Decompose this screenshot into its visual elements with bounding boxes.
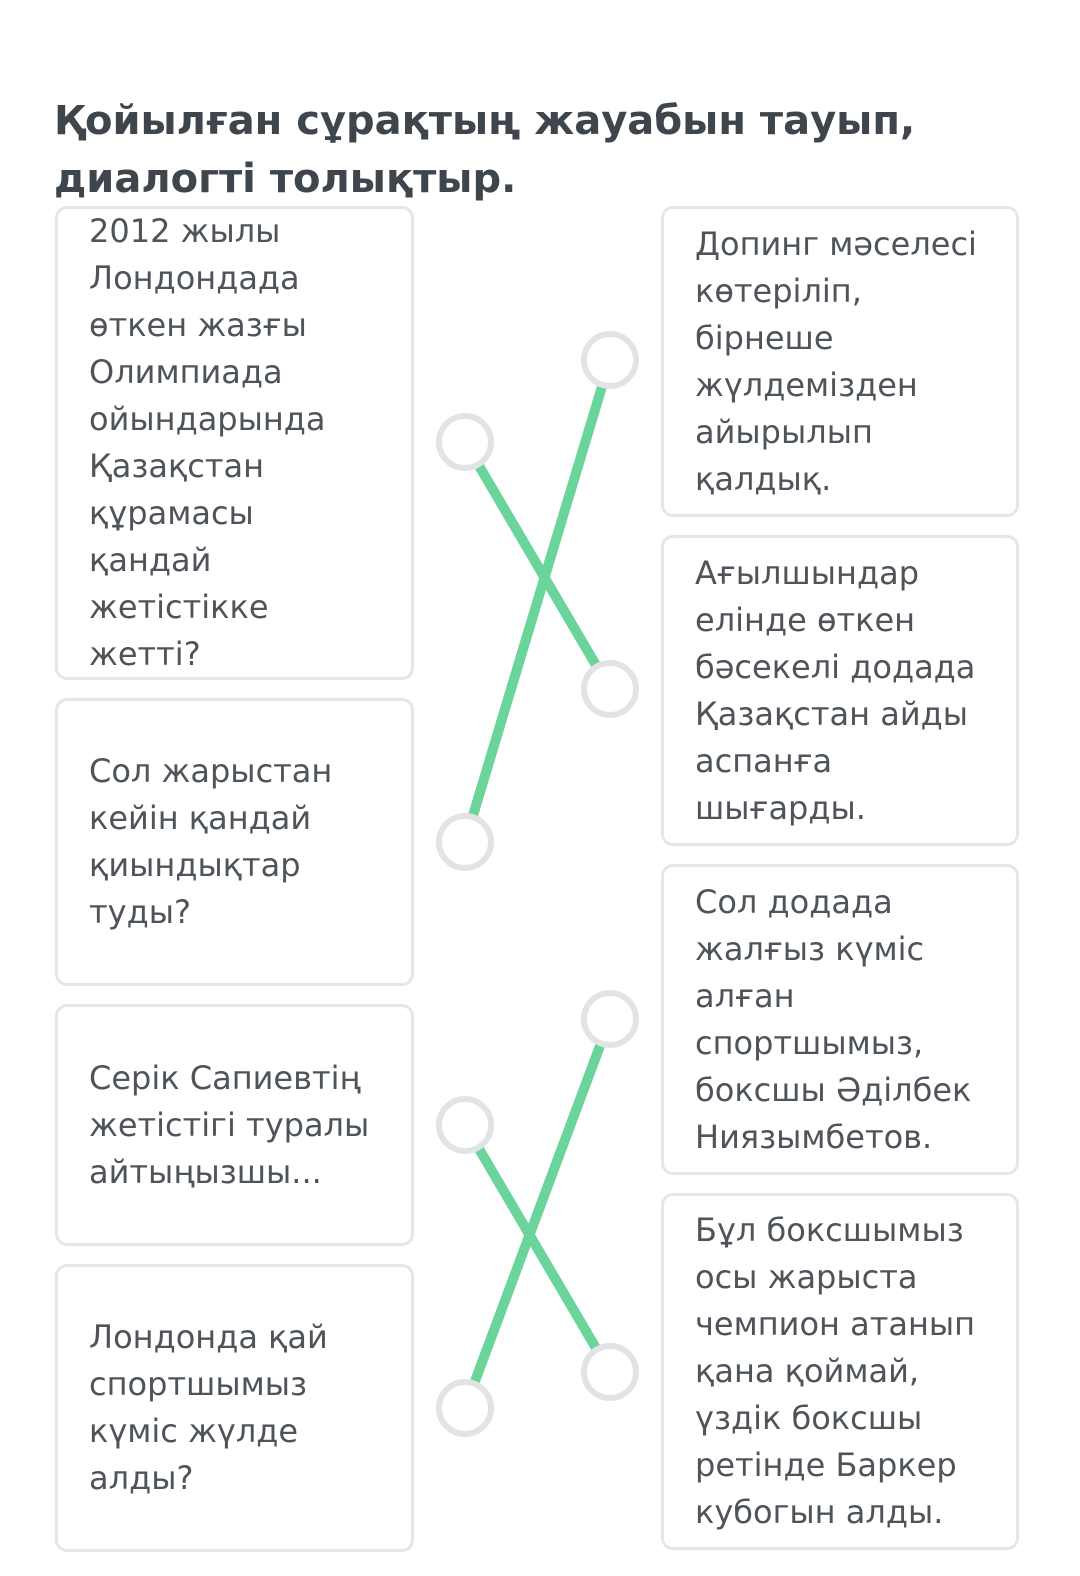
answer-card-1[interactable] (661, 206, 1019, 517)
question-card-1[interactable] (55, 206, 414, 680)
answer-connector-3[interactable] (581, 990, 639, 1048)
question-card-4[interactable] (55, 1264, 414, 1552)
match-line (465, 1125, 610, 1372)
answer-text: Бұл боксшымыз осы жарыста чемпион атанып қана қоймай, үздік боксшы ретінде Баркер кубогын алды. (695, 1211, 976, 1531)
question-card-3[interactable] (55, 1004, 414, 1246)
answer-text: Сол додада жалғыз күміс алған спортшымыз, боксшы Әділбек Ниязымбетов. (695, 882, 972, 1156)
question-text: 2012 жылы Лондондада өткен жазғы Олимпиада ойындарында Қазақстан құрамасы қандай жетістікке жетті? (89, 212, 326, 673)
answer-connector-1[interactable] (581, 331, 639, 389)
match-line (465, 1019, 610, 1408)
answer-card-3[interactable] (661, 864, 1019, 1175)
match-line (465, 442, 610, 689)
question-connector-1[interactable] (436, 413, 494, 471)
answer-card-2[interactable] (661, 535, 1019, 846)
answer-card-4[interactable] (661, 1193, 1019, 1550)
page-title: Қойылған сұрақтың жауабын тауып, диалогті толықтыр. (54, 98, 916, 202)
question-connector-3[interactable] (436, 1096, 494, 1154)
question-card-2[interactable] (55, 698, 414, 986)
answer-connector-4[interactable] (581, 1343, 639, 1401)
question-connector-4[interactable] (436, 1379, 494, 1437)
answer-connector-2[interactable] (581, 660, 639, 718)
question-text: Лондонда қай спортшымыз күміс жүлде алды? (89, 1318, 328, 1497)
question-text: Сол жарыстан кейін қандай қиындықтар туды? (89, 752, 333, 931)
question-text: Серік Сапиевтің жетістігі туралы айтыңызшы... (89, 1058, 370, 1191)
answer-text: Допинг мәселесі көтеріліп, бірнеше жүлдемізден айырылып қалдық. (695, 224, 977, 498)
question-connector-2[interactable] (436, 813, 494, 871)
answer-text: Ағылшындар елінде өткен бәсекелі додада Қазақстан айды аспанға шығарды. (695, 553, 976, 827)
